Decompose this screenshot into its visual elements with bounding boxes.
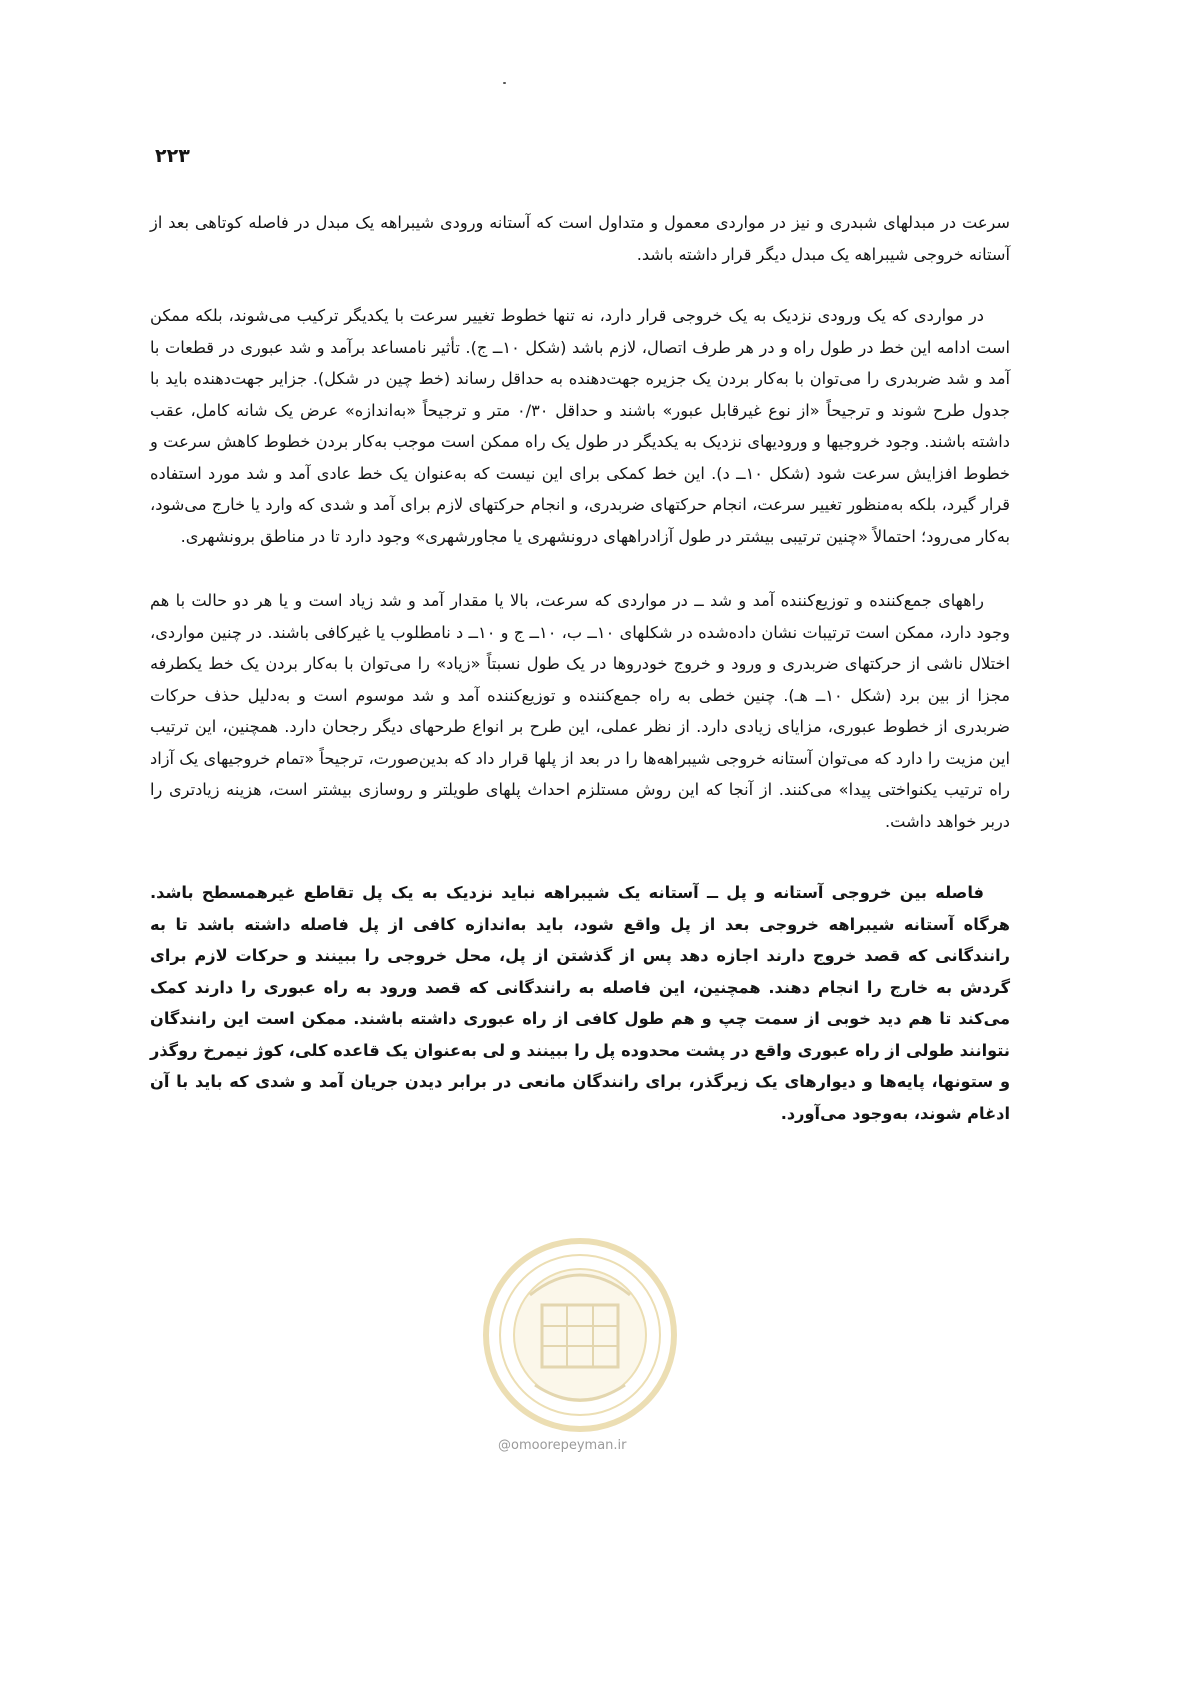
paragraph-2-text: در مواردی که یک ورودی نزدیک به یک خروجی قرار دارد، نه تنها خطوط تغییر سرعت با یکدیگر ترکیب می‌شوند، بلکه ممکن است ادامه این خط در طول راه و در هر طرف اتصال، لازم باشد (شکل ۱۰ــ ج). تأثیر نامساعد برآمد و شد عبوری در قطعات با آمد و شد ضربدری را می‌توان با به‌کار بردن یک جزیره جهت‌دهنده به حداقل رساند (خط چین در شکل). جزایر جهت‌دهنده باید با جدول طرح شوند و ترجیحاً «از نوع غیرقابل عبور» باشند و حداقل ۰/۳۰ متر و ترجیحاً «به‌اندازه» عرض یک شانه کامل، عقب داشته باشند. وجود خروجیها و ورودیهای نزدیک به یکدیگر در طول یک راه ممکن است موجب به‌کار بردن خطوط کاهش سرعت و خطوط افزایش سرعت شود (شکل ۱۰ــ د). این خط کمکی برای این نیست که به‌عنوان یک خط عادی آمد و شد مورد استفاده قرار گیرد، بلکه به‌منظور تغییر سرعت، انجام حرکتهای ضربدری، و انجام حرکتهای لازم برای آمد و شدی که وارد یا خارج می‌شود، به‌کار می‌رود؛ احتمالاً «چنین ترتیبی بیشتر در طول آزادراههای درونشهری یا مجاورشهری» وجود دارد تا در مناطق برونشهری. [150,306,1011,546]
paragraph-3 [150,585,1010,837]
page-number: ۲۲۳ [155,145,190,167]
paragraph-3-text: راههای جمع‌کننده و توزیع‌کننده آمد و شد ــ در مواردی که سرعت، بالا یا مقدار آمد و شد زیاد است و یا هر دو حالت با هم وجود دارد، ممکن است ترتیبات نشان داده‌شده در شکلهای ۱۰ــ ب، ۱۰ــ ج و ۱۰ــ د نامطلوب یا غیرکافی باشند. در چنین مواردی، اختلال ناشی از حرکتهای ضربدری و ورود و خروج خودروها در یک طول نسبتاً «زیاد» را می‌توان با به‌کار بردن یک خط یکطرفه مجزا از بین برد (شکل ۱۰ــ هـ). چنین خطی به راه جمع‌کننده و توزیع‌کننده آمد و شد موسوم است و به‌دلیل حذف حرکات ضربدری از خطوط عبوری، مزایای زیادی دارد. از نظر عملی، این طرح بر انواع طرحهای دیگر رجحان دارد. همچنین، این ترتیب این مزیت را دارد که می‌توان آستانه خروجی شیبراهه‌ها را در بعد از پلها قرار داد که بدین‌صورت، ترجیحاً «تمام خروجیهای یک آزاد راه ترتیب یکنواختی پیدا» می‌کنند. از آنجا که این روش مستلزم احداث پلهای طویلتر و روسازی بیشتر است، هزینه زیادتری را دربر خواهد داشت. [150,591,1010,831]
scan-speck [503,82,506,84]
paragraph-4 [150,877,1010,1129]
publisher-seal-logo [480,1235,680,1435]
paragraph-2 [150,300,1010,552]
paragraph-1: سرعت در مبدلهای شبدری و نیز در مواردی معمول و متداول است که آستانه ورودی شیبراهه یک مبدل در فاصله کوتاهی بعد از آستانه خروجی شیبراهه یک مبدل دیگر قرار داشته باشد. [150,213,1010,264]
paragraph-4-text: فاصله بین خروجی آستانه و پل ــ آستانه یک شیبراهه نباید نزدیک به یک پل تقاطع غیرهمسطح باشد. هرگاه آستانه شیبراهه خروجی بعد از پل واقع شود، باید به‌اندازه کافی از پل فاصله داشته باشد تا به رانندگانی که قصد خروج دارند اجازه دهد پس از گذشتن از پل، محل خروجی را ببینند و حرکات لازم برای گردش به خارج را انجام دهند. همچنین، این فاصله به رانندگانی که قصد ورود به راه عبوری را دارند کمک می‌کند تا هم دید خوبی از سمت چپ و هم طول کافی از راه عبوری داشته باشند. ممکن است این رانندگان نتوانند طولی از راه عبوری واقع در پشت محدوده پل را ببینند و لی به‌عنوان یک قاعده کلی، کوژ نیمرخ روگذر و ستونها، پایه‌ها و دیوارهای یک زیرگذر، برای رانندگان مانعی در برابر دیدن جریان آمد و شدی که باید با آن ادغام شوند، به‌وجود می‌آورد. [150,883,1010,1123]
page-body [150,207,1010,1129]
watermark-text: @omoorepeyman.ir [498,1438,627,1453]
